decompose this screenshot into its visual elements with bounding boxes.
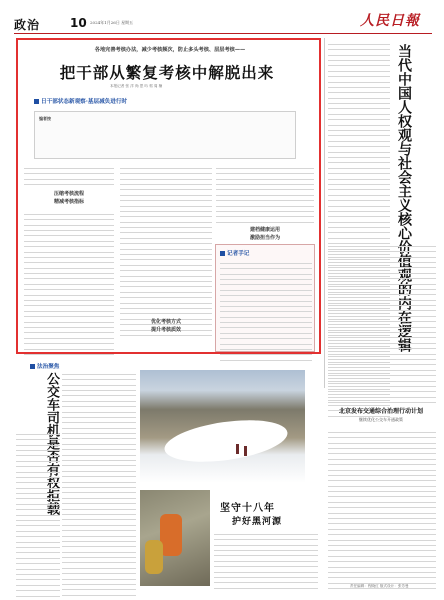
right-article-body-lower xyxy=(328,242,436,392)
snowfield xyxy=(162,414,290,469)
editor-note-label: 编者按 xyxy=(39,116,51,121)
column-tag-label: 日干部状态新观察·基层减负进行时 xyxy=(41,99,128,105)
lead-body-col3 xyxy=(216,164,314,222)
lead-body-col1 xyxy=(24,210,114,350)
snowfield-photo xyxy=(140,370,305,483)
page-number: 10 xyxy=(70,16,87,30)
section-name: 政治 xyxy=(14,18,41,32)
subhead-3b: 提升考核质效 xyxy=(150,327,181,333)
reporter-notes-text xyxy=(220,259,312,361)
page-footer: 责任编辑：程晓红 版式设计：张芳曼 xyxy=(350,584,409,588)
reporter-notes-tag: 记者手记 xyxy=(220,249,249,257)
reporter-notes-tag-icon xyxy=(220,251,225,256)
lower-left-body xyxy=(62,370,136,586)
transport-plan-headline: 北京发布交通综合治理行动计划 xyxy=(338,408,423,415)
subhead-2a: 建档健康运用 xyxy=(249,227,280,233)
photo-person xyxy=(244,446,247,456)
editor-note-box xyxy=(34,111,296,159)
transport-plan-body xyxy=(328,428,436,580)
lower-left-tag: 法治聚焦 xyxy=(30,362,59,370)
photo-story-subtitle: 护好黑河源 xyxy=(232,517,283,527)
lead-headline: 把干部从繁复考核中解脱出来 xyxy=(59,64,275,82)
masthead-rule xyxy=(14,33,432,34)
photo-worker xyxy=(160,514,182,556)
reporter-notes-box xyxy=(215,244,315,352)
lower-left-headline: 公交车司机是否有权拒载 xyxy=(44,372,59,515)
column-tag-icon xyxy=(34,99,39,104)
photo-story-title: 坚守十八年 xyxy=(220,503,275,514)
lead-body-col1-top xyxy=(24,164,114,184)
newspaper-logo: 人民日報 xyxy=(360,13,420,29)
subhead-1a: 压缩考核流程 xyxy=(53,191,84,197)
transport-plan-subtitle: 继续优化公交车开通政策 xyxy=(359,417,403,422)
subhead-2b: 激励担当作为 xyxy=(249,235,280,241)
lower-left-body-2 xyxy=(16,430,60,586)
column-tag xyxy=(34,97,127,105)
workers-photo xyxy=(140,490,210,586)
photo-story-body xyxy=(214,530,318,586)
subhead-1b: 精减考核指标 xyxy=(53,199,84,205)
photo-worker xyxy=(145,540,163,574)
photo-person xyxy=(236,444,239,454)
issue-date: 2024年1月26日 星期五 xyxy=(90,20,134,25)
lead-kicker: 各地完善考核办法，减少考核频次，防止多头考核、层层考核—— xyxy=(94,47,246,53)
column-divider xyxy=(324,38,325,388)
lead-byline: 本报记者 张 洋 尚 思 吟 郭 周 楠 xyxy=(110,84,163,88)
lower-left-tag-icon xyxy=(30,364,35,369)
subhead-3a: 优化考核方式 xyxy=(150,319,181,325)
right-article-title: 当代中国人权观与社会主义核心价值观的内在逻辑 xyxy=(396,44,412,352)
